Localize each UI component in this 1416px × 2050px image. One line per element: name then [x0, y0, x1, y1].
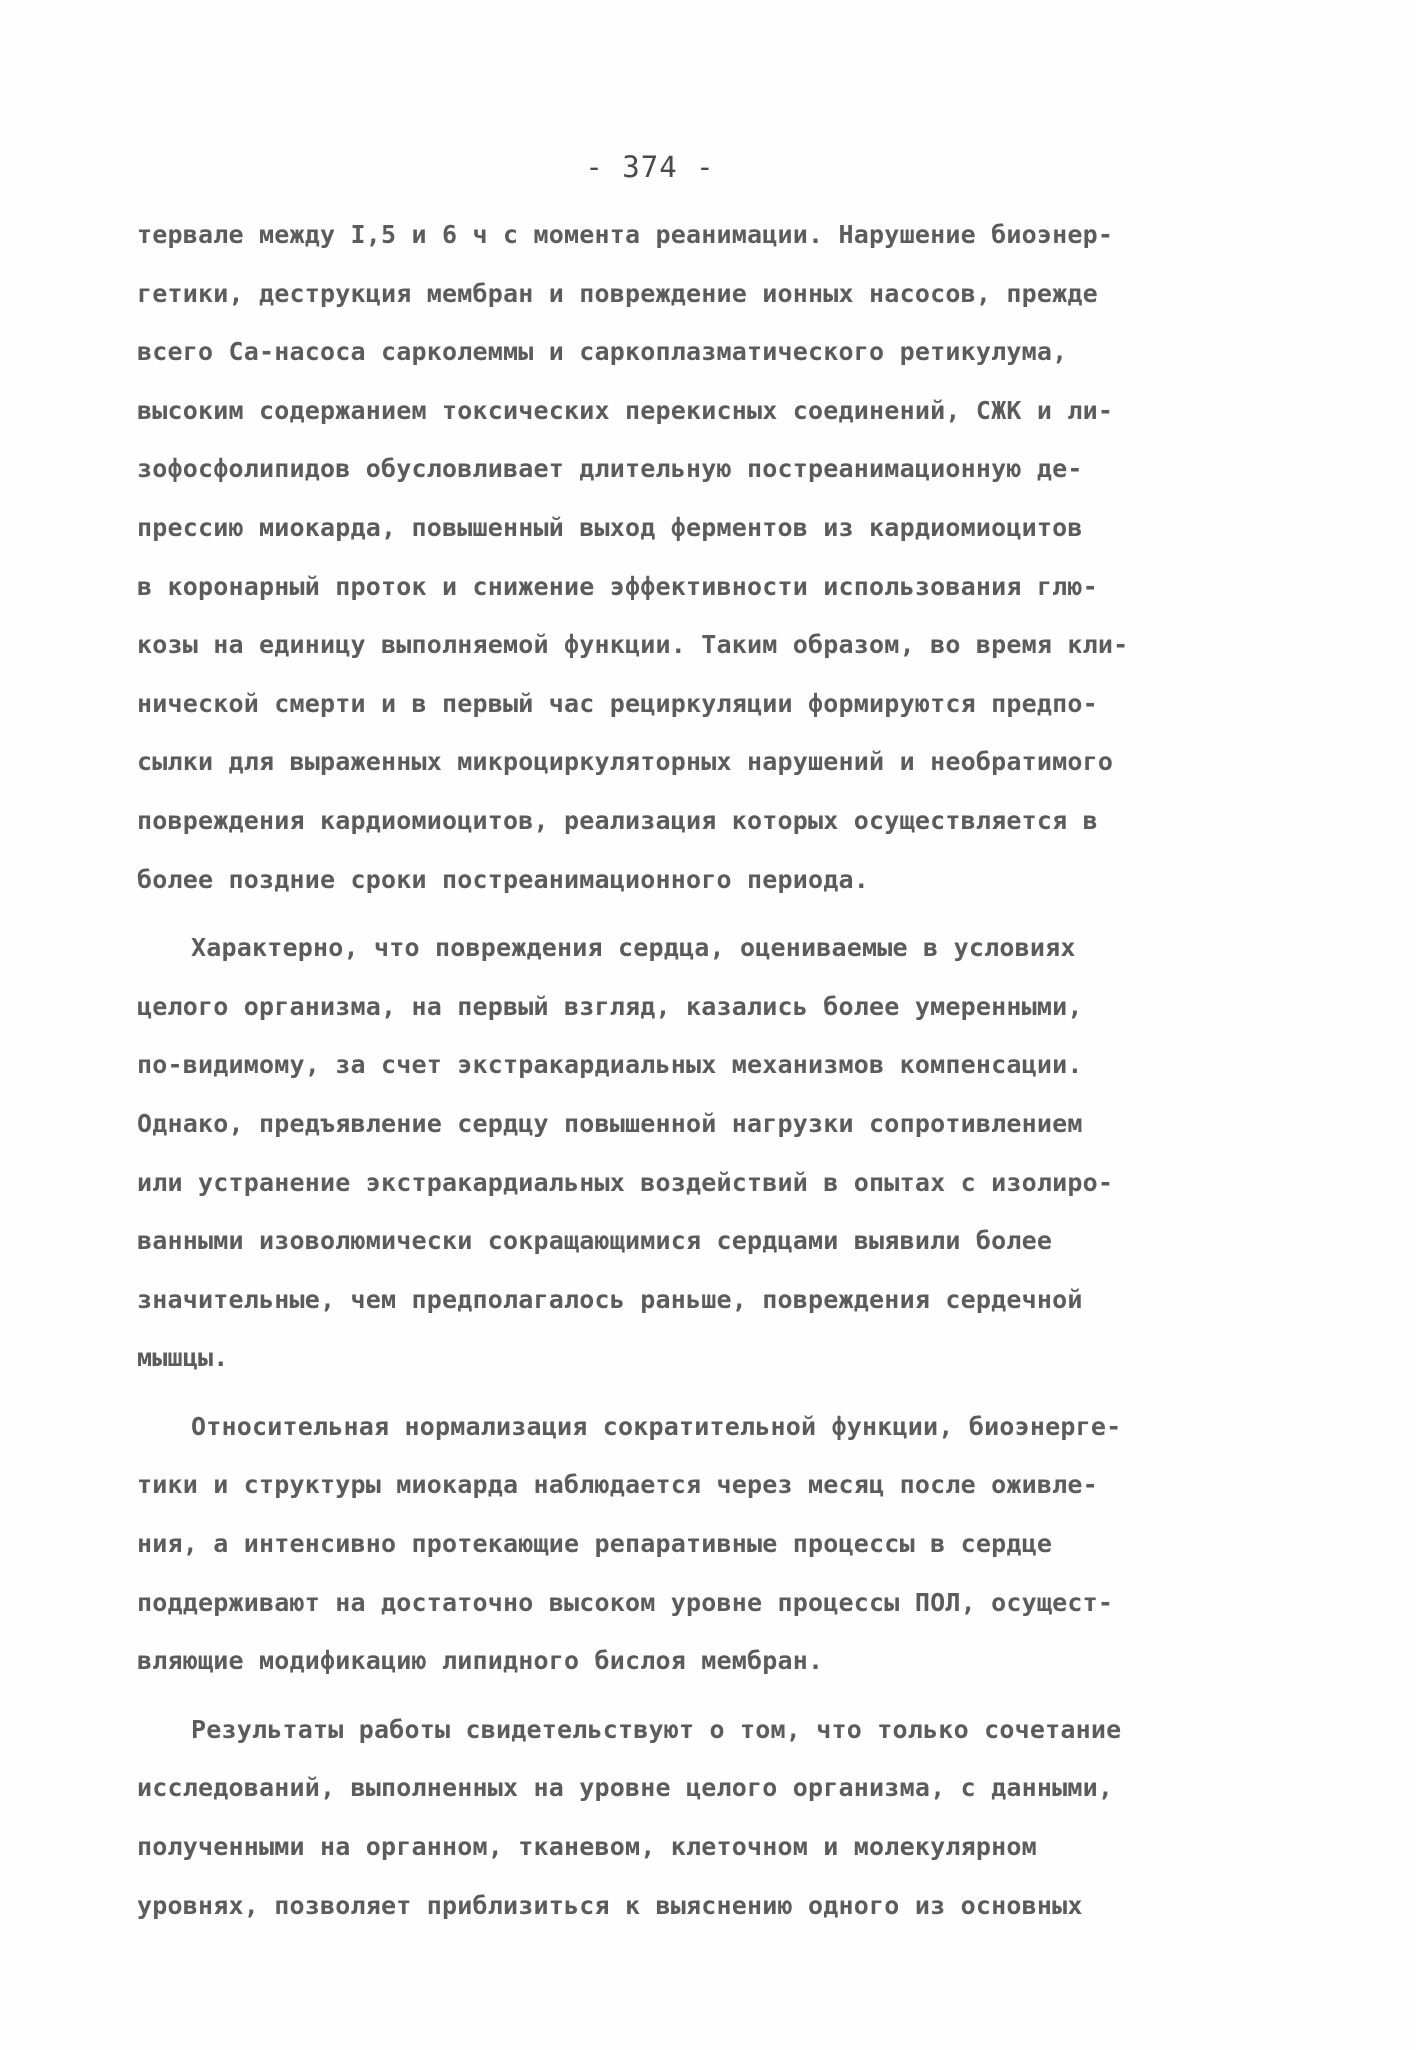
text-line: исследований, выполненных на уровне целого организма, с данными, — [137, 1773, 1114, 1803]
text-line: тервале между I,5 и 6 ч с момента реанимации. Нарушение биоэнер- — [137, 220, 1114, 249]
text-line: ванными изоволюмически сокращающимися сердцами выявили более — [137, 1226, 1053, 1256]
text-line: в коронарный проток и снижение эффективности использования глю- — [137, 571, 1098, 601]
text-line: полученными на органном, тканевом, клеточном и молекулярном — [137, 1832, 1037, 1862]
text-line: зофосфолипидов обусловливает длительную постреанимационную де- — [137, 454, 1083, 484]
text-line: вляющие модификацию липидного бислоя мембран. — [137, 1646, 824, 1676]
text-line: всего Са-насоса сарколеммы и саркоплазматического ретикулума, — [137, 337, 1068, 367]
body-text — [137, 206, 1297, 1935]
text-line: поддерживают на достаточно высоком уровне процессы ПОЛ, осущест- — [137, 1587, 1114, 1617]
text-line: значительные, чем предполагалось раньше, повреждения сердечной — [137, 1284, 1083, 1314]
text-line: прессию миокарда, повышенный выход ферментов из кардиомиоцитов — [137, 512, 1083, 542]
text-line: или устранение экстракардиальных воздействий в опытах с изолиро- — [137, 1167, 1114, 1197]
text-line: сылки для выраженных микроциркуляторных нарушений и необратимого — [137, 747, 1114, 777]
text-line: целого организма, на первый взгляд, казались более умеренными, — [137, 991, 1083, 1021]
text-line: Относительная нормализация сократительной функции, биоэнерге- — [191, 1411, 1122, 1441]
page-number: - 374 - — [585, 150, 715, 184]
text-line: тики и структуры миокарда наблюдается через месяц после оживле- — [137, 1470, 1098, 1500]
text-line: нической смерти и в первый час рециркуляции формируются предпо- — [137, 688, 1098, 718]
text-line: по-видимому, за счет экстракардиальных механизмов компенсации. — [137, 1050, 1083, 1080]
text-line: более поздние сроки постреанимационного периода. — [137, 864, 870, 894]
text-line: повреждения кардиомиоцитов, реализация которых осуществляется в — [137, 805, 1098, 835]
text-line: мышцы. — [137, 1343, 229, 1373]
text-line: гетики, деструкция мембран и повреждение ионных насосов, прежде — [137, 278, 1098, 308]
text-line: козы на единицу выполняемой функции. Таким образом, во время кли- — [137, 630, 1129, 660]
text-line: Характерно, что повреждения сердца, оцениваемые в условиях — [191, 933, 1076, 963]
text-line: высоким содержанием токсических перекисных соединений, СЖК и ли- — [137, 395, 1114, 425]
text-line: Однако, предъявление сердцу повышенной нагрузки сопротивлением — [137, 1108, 1083, 1138]
text-line: уровнях, позволяет приблизиться к выяснению одного из основных — [137, 1890, 1083, 1920]
text-line: ния, а интенсивно протекающие репаративные процессы в сердце — [137, 1529, 1053, 1559]
text-line: Результаты работы свидетельствуют о том, что только сочетание — [191, 1714, 1122, 1744]
